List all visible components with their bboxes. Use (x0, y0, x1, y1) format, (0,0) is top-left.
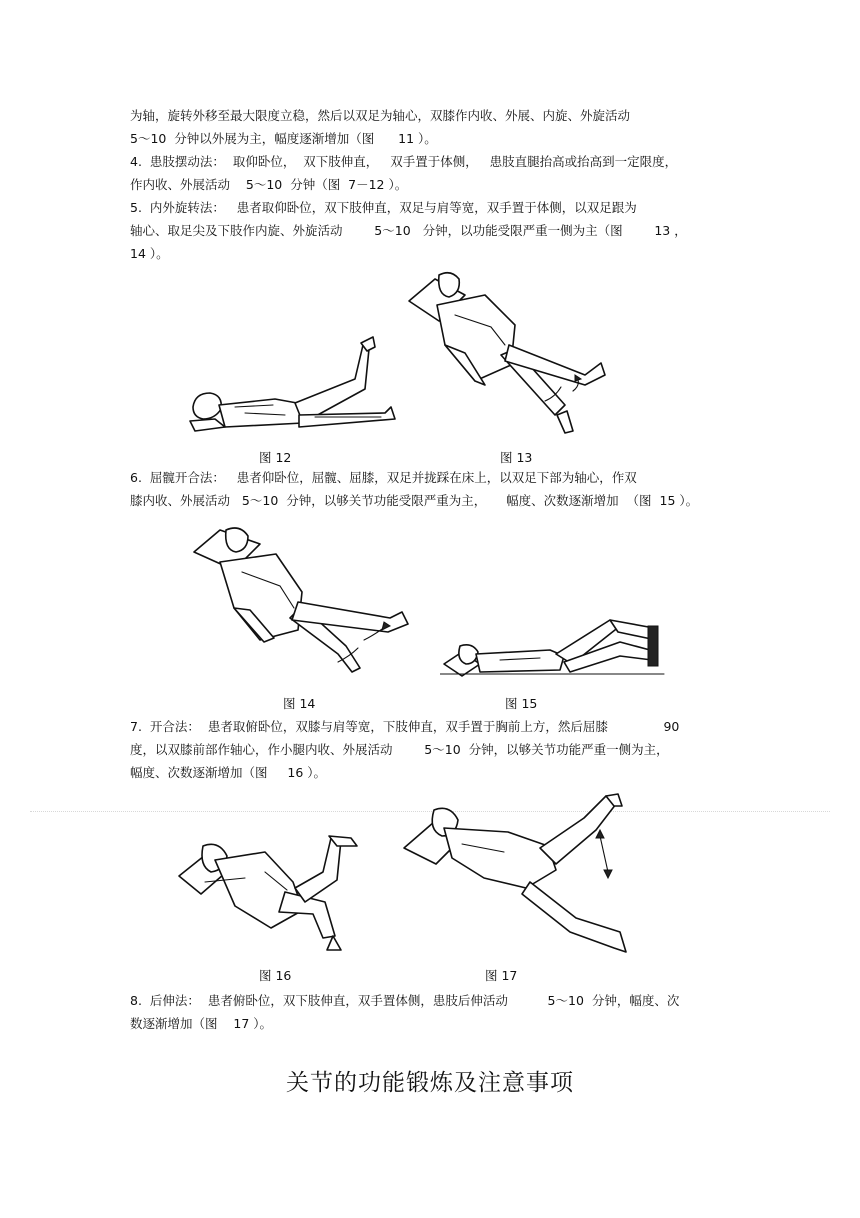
figure-16-illustration (175, 832, 365, 952)
figure-caption: 图 12 (259, 450, 292, 465)
figure-caption: 图 14 (283, 696, 316, 711)
figure-caption: 图 17 (485, 968, 518, 983)
figure-14-illustration (190, 522, 415, 677)
paragraph-line: 轴心、取足尖及下肢作内旋、外旋活动 5～10 分钟，以功能受限严重一侧为主（图 13 ， (130, 223, 687, 238)
paragraph-line: 8. 后伸法： 患者俯卧位，双下肢伸直，双手置体侧，患肢后伸活动 5～10 分钟，幅度、次 (130, 993, 680, 1008)
figure-caption: 图 15 (505, 696, 538, 711)
figure-caption: 图 13 (500, 450, 533, 465)
figure-17-illustration (400, 792, 635, 957)
figure-12-illustration (185, 335, 400, 440)
paragraph-line: 6. 屈髋开合法： 患者仰卧位，屈髋、屈膝，双足并拢踩在床上，以双足下部为轴心，作双 (130, 470, 637, 485)
paragraph-line: 5～10 分钟以外展为主，幅度逐渐增加（图 11 ）。 (130, 131, 437, 146)
paragraph-line: 5. 内外旋转法： 患者取仰卧位，双下肢伸直，双足与肩等宽，双手置于体侧，以双足跟为 (130, 200, 637, 215)
paragraph-line: 为轴，旋转外移至最大限度立稳，然后以双足为轴心，双膝作内收、外展、内旋、外旋活动 (130, 108, 631, 123)
section-title: 关节的功能锻炼及注意事项 (286, 1070, 574, 1096)
paragraph-line: 4. 患肢摆动法： 取仰卧位， 双下肢伸直， 双手置于体侧， 患肢直腿抬高或抬高到一定限度， (130, 154, 678, 169)
figure-caption: 图 16 (259, 968, 292, 983)
paragraph-line: 作内收、外展活动 5～10 分钟（图 7－12 ）。 (130, 177, 408, 192)
paragraph-line: 幅度、次数逐渐增加（图 16 ）。 (130, 765, 326, 780)
paragraph-line: 14 ）。 (130, 246, 169, 261)
figure-13-illustration (405, 265, 615, 440)
paragraph-line: 7. 开合法： 患者取俯卧位，双膝与肩等宽，下肢伸直，双手置于胸前上方，然后屈膝 90 (130, 719, 680, 734)
figure-15-illustration (440, 612, 670, 682)
paragraph-line: 膝内收、外展活动 5～10 分钟，以够关节功能受限严重为主， 幅度、次数逐渐增加 （图 15 ）。 (130, 493, 699, 508)
paragraph-line: 数逐渐增加（图 17 ）。 (130, 1016, 273, 1031)
paragraph-line: 度，以双膝前部作轴心，作小腿内收、外展活动 5～10 分钟，以够关节功能严重一侧为主， (130, 742, 669, 757)
